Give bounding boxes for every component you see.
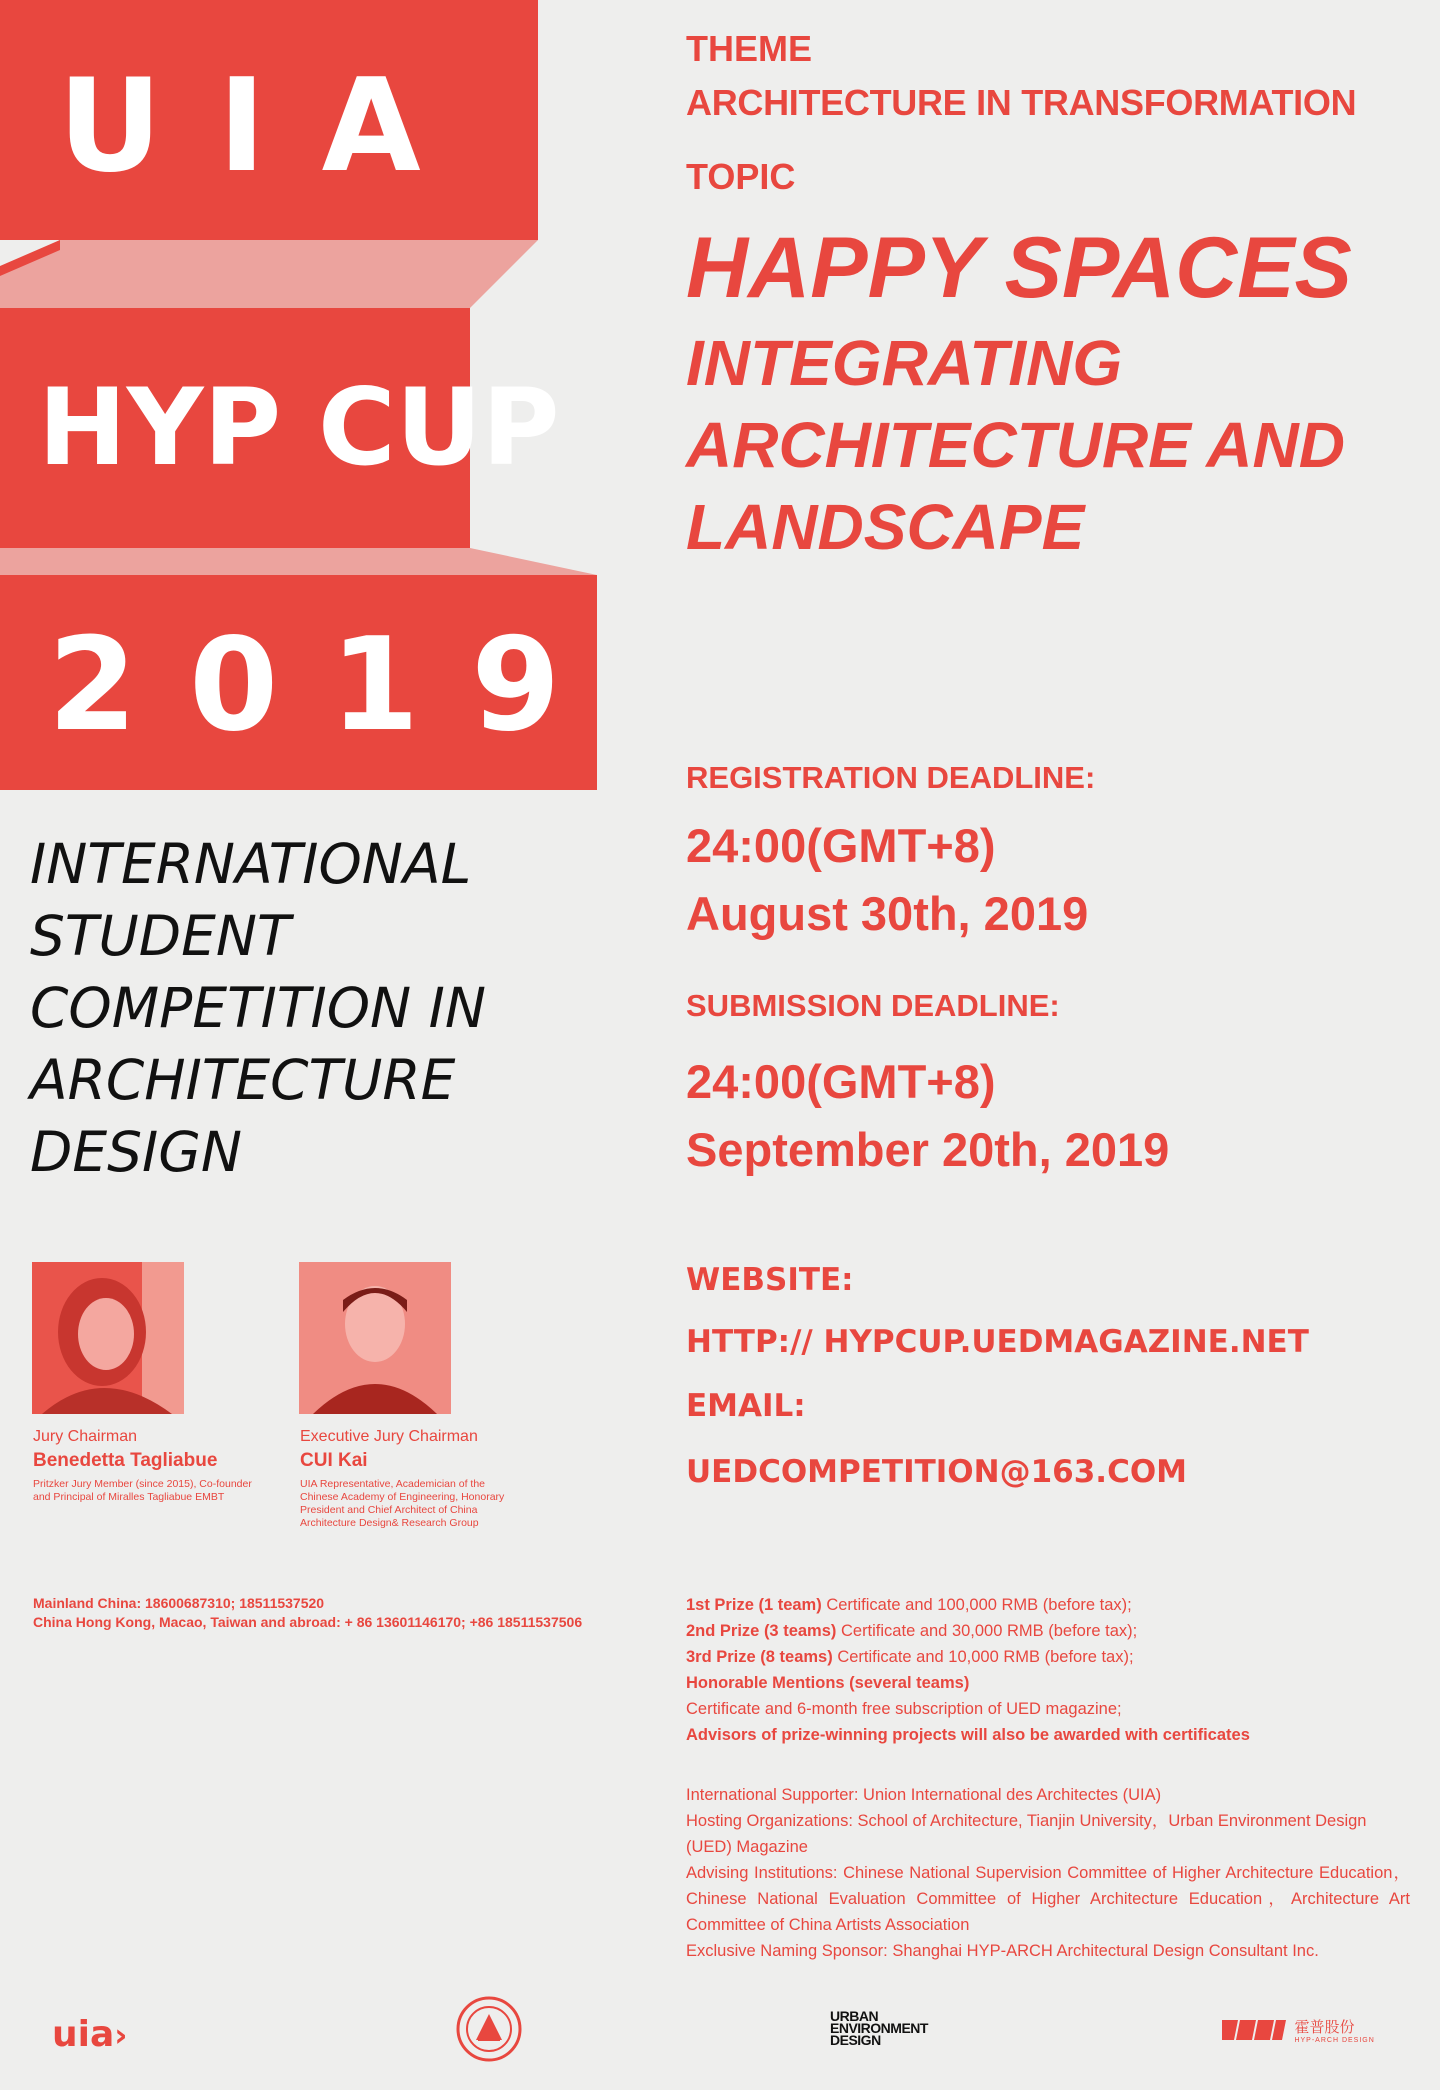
prize-text: Certificate and 100,000 RMB (before tax); — [821, 1596, 1132, 1614]
registration-deadline — [686, 812, 1088, 948]
topic-label: TOPIC — [686, 156, 796, 197]
prize-item-hm — [686, 1670, 1250, 1696]
hyp-arch-cn: 霍普股份 — [1294, 2018, 1355, 2036]
jury-photo-cui — [299, 1262, 451, 1414]
prize-list — [686, 1592, 1250, 1748]
topic-title: HAPPY SPACES — [686, 220, 1352, 316]
jury-role: Jury Chairman — [33, 1428, 138, 1445]
topic-sub-line: ARCHITECTURE AND — [686, 409, 1345, 481]
subtitle-line: STUDENT — [30, 904, 291, 968]
registration-label: REGISTRATION DEADLINE: — [686, 760, 1096, 795]
subtitle-line: DESIGN — [30, 1120, 242, 1184]
jury-card-tagliabue — [33, 1428, 253, 1504]
topic-sub-line: LANDSCAPE — [686, 491, 1085, 563]
email-link[interactable]: UEDCOMPETITION@163.COM — [686, 1454, 1188, 1490]
banner-hyp-block — [0, 308, 560, 548]
email-label: EMAIL: — [686, 1388, 806, 1424]
org-sponsor: Exclusive Naming Sponsor: Shanghai HYP-ARCH Architectural Design Consultant Inc. — [686, 1942, 1319, 1960]
banner-uia-text: UIA — [58, 52, 477, 201]
competition-subtitle — [30, 828, 590, 1188]
subtitle-line: INTERNATIONAL — [30, 832, 472, 896]
prize-item-2 — [686, 1618, 1250, 1644]
advisors-note: Advisors of prize-winning projects will also be awarded with certificates — [686, 1726, 1250, 1744]
prize-item-1 — [686, 1592, 1250, 1618]
prize-label: Honorable Mentions (several teams) — [686, 1674, 970, 1692]
banner-ribbon-2 — [0, 548, 600, 576]
registration-date: August 30th, 2019 — [686, 887, 1089, 940]
prize-label: 1st Prize (1 team) — [686, 1596, 822, 1614]
org-hosting: Hosting Organizations: School of Architecture, Tianjin University，Urban Environment Design (UED) Magazine — [686, 1812, 1367, 1856]
phone-contacts — [33, 1594, 582, 1632]
jury-name: Benedetta Tagliabue — [33, 1450, 218, 1471]
jury-card-cui — [300, 1428, 505, 1530]
prize-label: 3rd Prize (8 teams) — [686, 1648, 833, 1666]
website-link[interactable]: HTTP:// HYPCUP.UEDMAGAZINE.NET — [686, 1324, 1309, 1360]
jury-description: Pritzker Jury Member (since 2015), Co-founder and Principal of Miralles Tagliabue EMBT — [33, 1478, 252, 1503]
theme-label: THEME — [686, 28, 812, 69]
ued-logo-line: ENVIRONMENT — [830, 2020, 928, 2036]
submission-time: 24:00(GMT+8) — [686, 1055, 996, 1108]
banner-uia-block — [0, 0, 538, 240]
jury-description: UIA Representative, Academician of the Chinese Academy of Engineering, Honorary President and Chief Architect of China Architecture Design& Research Group — [300, 1478, 505, 1529]
prize-text: Certificate and 10,000 RMB (before tax); — [832, 1648, 1134, 1666]
prize-text: Certificate and 6-month free subscription of UED magazine; — [686, 1700, 1122, 1718]
banner-year-text: 2019 — [48, 611, 613, 760]
uia-logo-text: uia — [52, 2014, 115, 2055]
portrait-woman-icon — [32, 1262, 184, 1414]
banner-hyp-text: HYP CUP — [38, 366, 560, 489]
theme-value: ARCHITECTURE IN TRANSFORMATION — [686, 82, 1357, 123]
tianjin-university-seal-icon — [456, 1996, 522, 2062]
ued-logo-line: DESIGN — [830, 2032, 881, 2048]
ued-logo-line: URBAN — [830, 2008, 879, 2024]
topic-subtitle — [686, 322, 1345, 568]
hyp-arch-logo — [1222, 2016, 1375, 2044]
submission-deadline — [686, 1048, 1169, 1184]
prize-advisors — [686, 1722, 1250, 1748]
hyp-arch-mark-icon — [1222, 2016, 1286, 2044]
phone-mainland: Mainland China: 18600687310; 18511537520 — [33, 1595, 325, 1611]
jury-photo-tagliabue — [32, 1262, 184, 1414]
hyp-arch-en: HYP-ARCH DESIGN — [1294, 2037, 1375, 2044]
jury-role: Executive Jury Chairman — [300, 1428, 478, 1445]
topic-sub-line: INTEGRATING — [686, 327, 1123, 399]
website-label: WEBSITE: — [686, 1262, 854, 1298]
uia-logo — [52, 2014, 127, 2055]
prize-text: Certificate and 30,000 RMB (before tax); — [836, 1622, 1138, 1640]
jury-name: CUI Kai — [300, 1450, 368, 1471]
portrait-man-icon — [299, 1262, 451, 1414]
org-supporter: International Supporter: Union International des Architectes (UIA) — [686, 1786, 1162, 1804]
prize-item-3 — [686, 1644, 1250, 1670]
subtitle-line: COMPETITION IN — [30, 976, 486, 1040]
submission-date: September 20th, 2019 — [686, 1123, 1170, 1176]
organizations — [686, 1782, 1410, 1964]
banner-ribbon-1 — [0, 240, 540, 310]
registration-time: 24:00(GMT+8) — [686, 819, 996, 872]
chevron-right-icon: › — [114, 2016, 128, 2054]
prize-label: 2nd Prize (3 teams) — [686, 1622, 837, 1640]
submission-label: SUBMISSION DEADLINE: — [686, 988, 1060, 1023]
subtitle-line: ARCHITECTURE — [30, 1048, 456, 1112]
ued-logo — [830, 2010, 928, 2046]
hyp-arch-text — [1294, 2016, 1374, 2044]
phone-abroad: China Hong Kong, Macao, Taiwan and abroad: + 86 13601146170; +86 18511537506 — [33, 1614, 583, 1630]
org-advising: Advising Institutions: Chinese National Supervision Committee of Higher Architecture Education，Chinese National Evaluation Committee of Higher Architecture Education，Architecture Art Committee of China Artists Association — [686, 1864, 1410, 1934]
banner-year-block — [0, 575, 613, 790]
